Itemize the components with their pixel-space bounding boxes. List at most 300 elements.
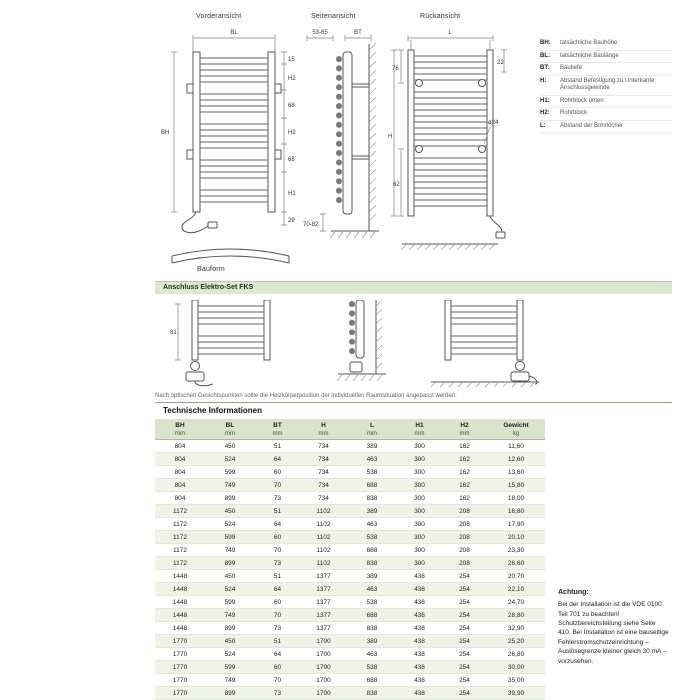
dim-label-h: H [388,134,393,140]
table-cell: 28,80 [507,612,525,619]
column-header: H2 mm [459,422,470,437]
table-cell: 1377 [316,573,331,580]
radiator-rung-group [451,306,517,354]
column-header: H1 mm [414,422,425,437]
table-cell: 749 [224,482,236,489]
legend-row [540,108,672,121]
table-row [155,648,545,661]
table-cell: 24,70 [507,599,525,606]
table-row [155,440,545,453]
table-row [155,453,545,466]
front-view-title: Vorderansicht [196,13,242,20]
legend-abbr: BH: [540,40,551,46]
warning-title: Achtung: [558,589,589,596]
positioning-note: Nach optischen Gesichtspunkten sollte die Heizkörperposition der individuellen Raumsituation angepasst werden. [155,393,457,399]
table-cell: 463 [366,651,378,658]
table-cell: 1770 [172,690,188,697]
table-cell: 899 [224,690,236,697]
table-cell: 254 [459,612,470,619]
table-cell: 300 [414,469,425,476]
table-cell: 438 [414,677,425,684]
table-cell: 70 [273,677,282,684]
table-cell: 804 [174,443,186,450]
legend-abbr: H: [540,77,547,84]
table-cell: 1448 [172,625,188,632]
table-cell: 1102 [316,521,331,528]
table-cell: 1172 [173,508,187,515]
table-cell: 838 [366,690,378,697]
table-cell: 51 [273,508,282,515]
table-cell: 1172 [173,547,187,554]
mount-bracket [275,84,281,93]
table-cell: 17,90 [507,521,525,528]
fks-control-box [511,372,529,381]
table-cell: 73 [273,690,282,697]
column-header: L mm [367,422,377,437]
table-header-row [155,419,545,440]
floor-hatch [337,375,382,381]
table-cell: 450 [224,638,236,645]
warning-box [558,588,670,666]
table-cell: 20,70 [507,573,525,580]
table-cell: 599 [224,664,236,671]
table-row [155,635,545,648]
table-cell: 30,00 [507,664,525,671]
legend-description: Abstand der Bohrlöcher [560,122,624,129]
table-cell: 463 [366,521,378,528]
table-cell: 39,90 [507,690,525,697]
legend-row [540,121,672,134]
collector-tube-right [264,300,270,360]
floor-hatch [330,232,375,238]
table-cell: 208 [459,508,470,515]
table-cell: 300 [414,547,425,554]
table-cell: 35,00 [507,677,525,684]
table-cell: 1102 [316,560,331,567]
table-cell: 162 [459,456,470,463]
dim-label-62: 62 [393,182,400,188]
electro-section-header: Anschluss Elektro-Set FKS [155,281,672,294]
table-cell: 26,60 [507,560,525,567]
table-cell: 254 [459,638,470,645]
floor-hatch [431,383,534,387]
radiator-rungs [198,306,264,354]
element-cable [529,376,537,384]
dim-label-dia24: ø24 [488,120,499,126]
table-cell: 734 [318,469,329,476]
table-cell: 1377 [316,625,331,632]
table-cell: 899 [224,495,236,502]
table-cell: 688 [366,547,378,554]
radiator-rungs [451,306,517,354]
table-row [155,661,545,674]
legend-abbr: H2: [540,110,550,116]
table-cell: 749 [224,677,236,684]
table-cell: 208 [459,521,470,528]
table-cell: 1700 [316,664,331,671]
table-cell: 1377 [316,612,331,619]
drill-hole [479,80,486,87]
warning-text: Bei der Installation ist die VDE 0100 Teil 701 zu beachten! Schutzbereichsteilung siehe Seite 410. Bei Installation ist eine bauseitige Fehlerstromschutzeinrichtung – Auslösegrenze kleiner gleich 30 mA – vorzusehen. [558,601,669,665]
dimension-chain-right [281,52,287,225]
table-cell: 73 [273,560,282,567]
dim-label-h2-lower: H2 [288,130,296,136]
table-cell: 73 [273,625,282,632]
collector-tube-right [268,52,275,212]
table-cell: 734 [318,482,329,489]
table-cell: 749 [224,612,236,619]
table-title-section [155,402,672,415]
table-row [155,596,545,609]
technical-data-table [155,419,545,700]
table-cell: 438 [414,651,425,658]
table-cell: 389 [366,573,378,580]
radiator-rung-group [414,56,487,206]
table-cell: 60 [273,469,282,476]
table-cell: 838 [366,625,378,632]
table-cell: 1102 [316,534,331,541]
table-cell: 23,30 [507,547,525,554]
table-cell: 300 [414,521,425,528]
table-cell: 538 [366,534,378,541]
table-cell: 1448 [172,573,188,580]
dim-label-22: 22 [497,60,504,66]
table-cell: 162 [459,482,470,489]
table-title: Technische Informationen [163,406,262,415]
fks-control-box [350,362,362,372]
collector-tube-right [517,300,523,360]
element-cable [195,381,213,386]
side-view-title: Seitenansicht [311,13,356,20]
table-cell: 60 [273,534,282,541]
legend-description: Rohrblock unten [560,97,604,104]
table-cell: 899 [224,625,236,632]
table-cell: 463 [366,586,378,593]
table-cell: 524 [224,521,236,528]
table-cell: 300 [414,482,425,489]
table-row [155,544,545,557]
table-cell: 1770 [172,664,188,671]
column-header: BT mm [272,422,283,437]
table-row [155,518,545,531]
table-cell: 438 [414,573,425,580]
table-cell: 1700 [316,690,331,697]
table-cell: 599 [224,599,236,606]
legend-description: Rohrblock [560,110,588,116]
electro-side-drawing [330,300,390,388]
bauform-arc-top [172,249,289,256]
dim-label-81: 81 [170,330,177,336]
table-row [155,466,545,479]
radiator-rung-group [200,58,268,202]
table-cell: 73 [273,495,282,502]
dim-label-bt: BT [354,30,362,36]
legend-description: tatsächliche Baulänge [560,52,619,59]
plug-icon [496,232,505,238]
table-cell: 208 [459,547,470,554]
front-view-drawing [160,26,305,236]
collector-tube-left [445,300,451,360]
table-cell: 162 [459,495,470,502]
column-header: H mm [318,422,329,437]
electro-rear-drawing [425,300,545,388]
table-cell: 804 [174,482,186,489]
table-cell: 450 [224,573,236,580]
table-cell: 70 [273,612,282,619]
legend-abbr: BT: [540,65,550,71]
wall-hatch [376,300,382,369]
table-cell: 838 [366,495,378,502]
dim-label-68-upper: 68 [288,103,295,109]
legend-abbr: H1: [540,97,550,104]
hatch-lines [376,300,382,369]
wall-brackets [352,84,369,159]
table-cell: 1448 [172,586,188,593]
table-cell: 538 [366,664,378,671]
table-cell: 1448 [172,599,188,606]
power-cable [490,216,502,232]
radiator-rungs [200,58,268,202]
table-row [155,609,545,622]
wall-hatch [369,43,376,221]
table-cell: 300 [414,534,425,541]
dim-label-h1: H1 [288,191,296,197]
table-cell: 1770 [172,651,188,658]
drill-hole [416,80,423,87]
table-cell: 438 [414,690,425,697]
heating-element [191,362,200,371]
dimension-line-l [408,35,493,50]
radiator-profile [343,52,352,214]
rear-view-title: Rückansicht [420,13,461,20]
table-cell: 300 [414,495,425,502]
table-cell: 688 [366,677,378,684]
table-row [155,492,545,505]
table-body [155,440,545,700]
table-cell: 254 [459,690,470,697]
table-cell: 162 [459,443,470,450]
table-cell: 1172 [173,521,187,528]
table-cell: 70 [273,482,282,489]
table-cell: 389 [366,508,378,515]
table-row [155,674,545,687]
legend-abbr: BL: [540,52,550,59]
table-row [155,687,545,700]
table-cell: 438 [414,612,425,619]
table-cell: 524 [224,456,236,463]
table-row [155,570,545,583]
table-cell: 18,00 [507,495,525,502]
table-cell: 254 [459,625,470,632]
collector-tube-left [192,300,198,360]
hatch-lines [369,43,376,221]
table-cell: 208 [459,560,470,567]
table-cell: 300 [414,560,425,567]
dim-label-floor: 70-82 [303,222,319,228]
dim-label-bh: BH [161,130,170,136]
table-cell: 389 [366,638,378,645]
table-cell: 599 [224,469,236,476]
dim-label-offset: 53-65 [312,30,328,36]
table-cell: 162 [459,469,470,476]
table-cell: 438 [414,599,425,606]
column-header: BL mm [225,422,235,437]
legend [540,38,672,133]
table-cell: 838 [366,560,378,567]
table-cell: 26,80 [507,651,525,658]
column-header: BH mm [175,422,185,437]
table-cell: 1172 [173,534,187,541]
table-cell: 11,60 [508,443,524,450]
table-cell: 804 [174,495,186,502]
table-cell: 254 [459,664,470,671]
hatch-lines [337,375,382,381]
mount-bracket [187,84,193,93]
electro-front-drawing [170,300,290,388]
table-cell: 450 [224,508,236,515]
dim-label-h2-upper: H2 [288,76,296,82]
mount-bracket [275,150,281,159]
table-cell: 804 [174,469,186,476]
table-cell: 1770 [172,677,188,684]
radiator-rung-group [198,306,264,354]
table-cell: 438 [414,664,425,671]
mount-bracket [187,150,193,159]
dim-label-68-lower: 68 [288,157,295,163]
table-cell: 208 [459,534,470,541]
table-cell: 450 [224,443,236,450]
table-cell: 51 [273,638,282,645]
bauform-title: Bauform [197,266,225,273]
table-cell: 15,80 [507,482,525,489]
dimension-line-bh [171,52,177,212]
legend-description: tatsächliche Bauhöhe [560,40,618,46]
table-row [155,622,545,635]
table-cell: 12,60 [507,456,525,463]
dimension-line-floor [320,214,326,231]
table-cell: 734 [318,443,329,450]
table-cell: 688 [366,482,378,489]
radiator-rungs [414,56,487,206]
fks-control-box [186,372,204,381]
table-cell: 524 [224,586,236,593]
bauform-drawing [168,238,293,266]
plug-icon [208,222,217,228]
table-cell: 734 [318,495,329,502]
legend-description: Abstand Befestigung zu Unterkante Anschlussgewinde [560,77,655,91]
table-cell: 734 [318,456,329,463]
table-row [155,531,545,544]
table-cell: 1102 [316,508,331,515]
table-cell: 64 [273,521,282,528]
table-cell: 254 [459,599,470,606]
drill-hole [479,146,486,153]
table-cell: 22,10 [507,586,525,593]
table-cell: 254 [459,586,470,593]
column-header: Gewicht kg [503,422,529,437]
table-cell: 599 [224,534,236,541]
dimension-line-76 [398,50,404,83]
table-cell: 1102 [316,547,331,554]
table-cell: 688 [366,612,378,619]
table-row [155,583,545,596]
table-cell: 463 [366,456,378,463]
hatch-lines [431,383,534,387]
table-cell: 51 [273,443,282,450]
table-cell: 1770 [172,638,188,645]
radiator-profile [356,300,364,358]
table-cell: 438 [414,638,425,645]
heating-element [516,362,525,371]
table-cell: 804 [174,456,186,463]
table-cell: 60 [273,599,282,606]
table-cell: 1172 [173,560,187,567]
table-cell: 64 [273,651,282,658]
table-row [155,557,545,570]
bauform-arc-bottom [172,256,289,263]
dim-label-bl: BL [230,30,238,36]
dim-label-15: 15 [288,57,295,63]
legend-abbr: L: [540,122,546,129]
table-cell: 70 [273,547,282,554]
dim-label-29: 29 [288,218,295,224]
hatch-lines [401,245,494,250]
table-cell: 438 [414,625,425,632]
table-cell: 254 [459,677,470,684]
table-cell: 300 [414,456,425,463]
legend-row [540,38,672,51]
table-cell: 25,20 [507,638,525,645]
table-cell: 1448 [172,612,188,619]
table-cell: 899 [224,560,236,567]
table-cell: 389 [366,443,378,450]
table-cell: 32,90 [507,625,525,632]
dimension-line-bl [193,35,275,52]
table-row [155,479,545,492]
table-cell: 1377 [316,599,331,606]
table-cell: 438 [414,586,425,593]
table-cell: 51 [273,573,282,580]
table-cell: 538 [366,469,378,476]
legend-row [540,63,672,76]
table-cell: 64 [273,456,282,463]
floor-hatch [401,245,494,250]
collector-tube-left [193,52,200,212]
table-cell: 749 [224,547,236,554]
collector-tube-left [408,50,414,216]
table-cell: 1377 [316,586,331,593]
rear-view-drawing [388,26,513,251]
legend-row [540,76,672,96]
table-cell: 524 [224,651,236,658]
legend-row [540,51,672,64]
table-cell: 1700 [316,651,331,658]
dimension-line-h [391,50,397,216]
legend-description: Bautiefe [560,65,583,71]
table-cell: 538 [366,599,378,606]
dim-label-76: 76 [392,66,399,72]
table-cell: 13,60 [507,469,525,476]
table-row [155,505,545,518]
table-cell: 300 [414,443,425,450]
table-cell: 16,80 [507,508,525,515]
table-cell: 60 [273,664,282,671]
table-cell: 64 [273,586,282,593]
table-cell: 254 [459,573,470,580]
hatch-lines [330,232,375,238]
table-cell: 1700 [316,677,331,684]
dim-label-l: L [448,30,452,36]
